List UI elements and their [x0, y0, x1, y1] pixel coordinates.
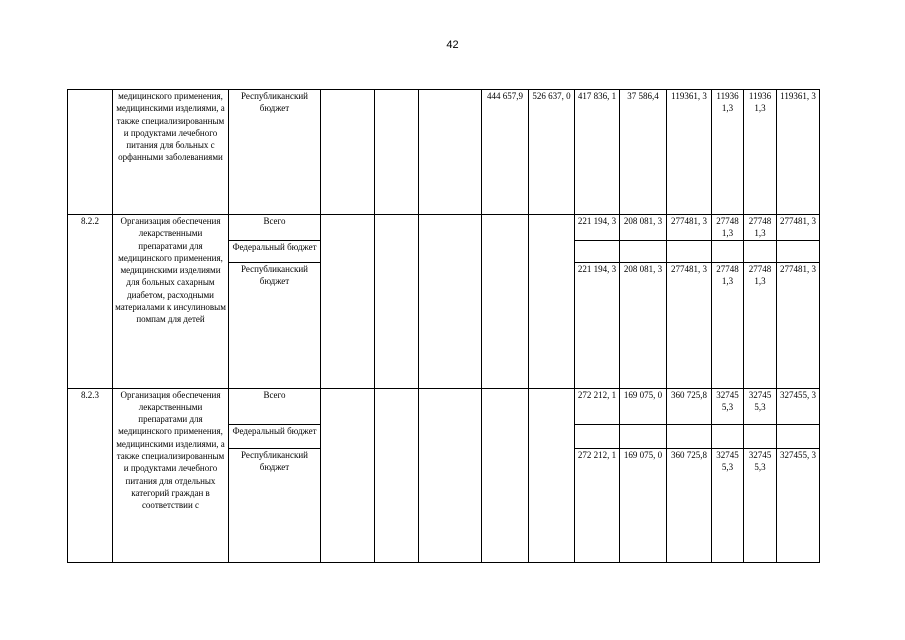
empty-cell — [620, 424, 667, 448]
value-cell: 11936 1,3 — [712, 90, 744, 215]
empty-cell — [375, 215, 419, 389]
row-code: 8.2.2 — [68, 215, 113, 389]
value-cell: 327455, 3 — [777, 448, 820, 562]
page-number: 42 — [446, 39, 459, 51]
source-label: Республиканский бюджет — [229, 262, 321, 388]
source-label: Республиканский бюджет — [229, 448, 321, 562]
value-cell: 221 194, 3 — [575, 215, 620, 241]
empty-cell — [419, 215, 482, 389]
empty-cell — [744, 424, 777, 448]
empty-cell — [777, 424, 820, 448]
empty-cell — [529, 388, 575, 562]
empty-cell — [712, 424, 744, 448]
source-label: Всего — [229, 388, 321, 424]
value-cell: 119361, 3 — [777, 90, 820, 215]
value-cell: 417 836, 1 — [575, 90, 620, 215]
value-cell: 208 081, 3 — [620, 262, 667, 388]
value-cell: 327455, 3 — [777, 388, 820, 424]
empty-cell — [712, 240, 744, 262]
value-cell: 277481, 3 — [667, 215, 712, 241]
empty-cell — [575, 240, 620, 262]
value-cell: 32745 5,3 — [712, 388, 744, 424]
empty-cell — [375, 388, 419, 562]
empty-cell — [744, 240, 777, 262]
value-cell: 444 657,9 — [482, 90, 529, 215]
table-row — [68, 215, 820, 241]
empty-cell — [575, 424, 620, 448]
value-cell: 272 212, 1 — [575, 388, 620, 424]
empty-cell — [529, 215, 575, 389]
empty-cell — [375, 90, 419, 215]
budget-table — [67, 89, 820, 563]
value-cell: 526 637, 0 — [529, 90, 575, 215]
value-cell: 11936 1,3 — [744, 90, 777, 215]
value-cell: 272 212, 1 — [575, 448, 620, 562]
source-label: Всего — [229, 215, 321, 241]
value-cell: 277481, 3 — [777, 262, 820, 388]
value-cell: 169 075, 0 — [620, 388, 667, 424]
value-cell: 32745 5,3 — [744, 448, 777, 562]
row-code: 8.2.3 — [68, 388, 113, 562]
value-cell: 208 081, 3 — [620, 215, 667, 241]
empty-cell — [777, 240, 820, 262]
source-label: Федеральный бюджет — [229, 424, 321, 448]
value-cell: 360 725,8 — [667, 388, 712, 424]
value-cell: 37 586,4 — [620, 90, 667, 215]
value-cell: 221 194, 3 — [575, 262, 620, 388]
row-name: медицинского применения, медицинскими изделиями, а также специализированным и продуктами лечебного питания для больных с орфанными заболеваниями — [113, 90, 229, 215]
empty-cell — [667, 424, 712, 448]
table-row — [68, 388, 820, 424]
value-cell: 277481, 3 — [777, 215, 820, 241]
value-cell: 32745 5,3 — [712, 448, 744, 562]
value-cell: 27748 1,3 — [744, 215, 777, 241]
empty-cell — [620, 240, 667, 262]
value-cell: 27748 1,3 — [712, 215, 744, 241]
value-cell: 277481, 3 — [667, 262, 712, 388]
table-row — [68, 90, 820, 215]
empty-cell — [321, 215, 375, 389]
empty-cell — [482, 388, 529, 562]
value-cell: 119361, 3 — [667, 90, 712, 215]
row-name: Организация обеспечения лекарственными препаратами для медицинского применения, медицинскими изделиями, а также специализированным и продуктами лечебного питания для отдельных категорий граждан в соответствии с — [113, 388, 229, 562]
value-cell: 360 725,8 — [667, 448, 712, 562]
empty-cell — [667, 240, 712, 262]
empty-cell — [321, 388, 375, 562]
value-cell: 27748 1,3 — [744, 262, 777, 388]
row-name: Организация обеспечения лекарственными препаратами для медицинского применения, медицинскими изделиями для больных сахарным диабетом, расходными материалами к инсулиновым помпам для детей — [113, 215, 229, 389]
row-code — [68, 90, 113, 215]
source-label: Федеральный бюджет — [229, 240, 321, 262]
value-cell: 32745 5,3 — [744, 388, 777, 424]
value-cell: 27748 1,3 — [712, 262, 744, 388]
empty-cell — [419, 90, 482, 215]
empty-cell — [482, 215, 529, 389]
empty-cell — [321, 90, 375, 215]
value-cell: 169 075, 0 — [620, 448, 667, 562]
empty-cell — [419, 388, 482, 562]
source-label: Республиканский бюджет — [229, 90, 321, 215]
